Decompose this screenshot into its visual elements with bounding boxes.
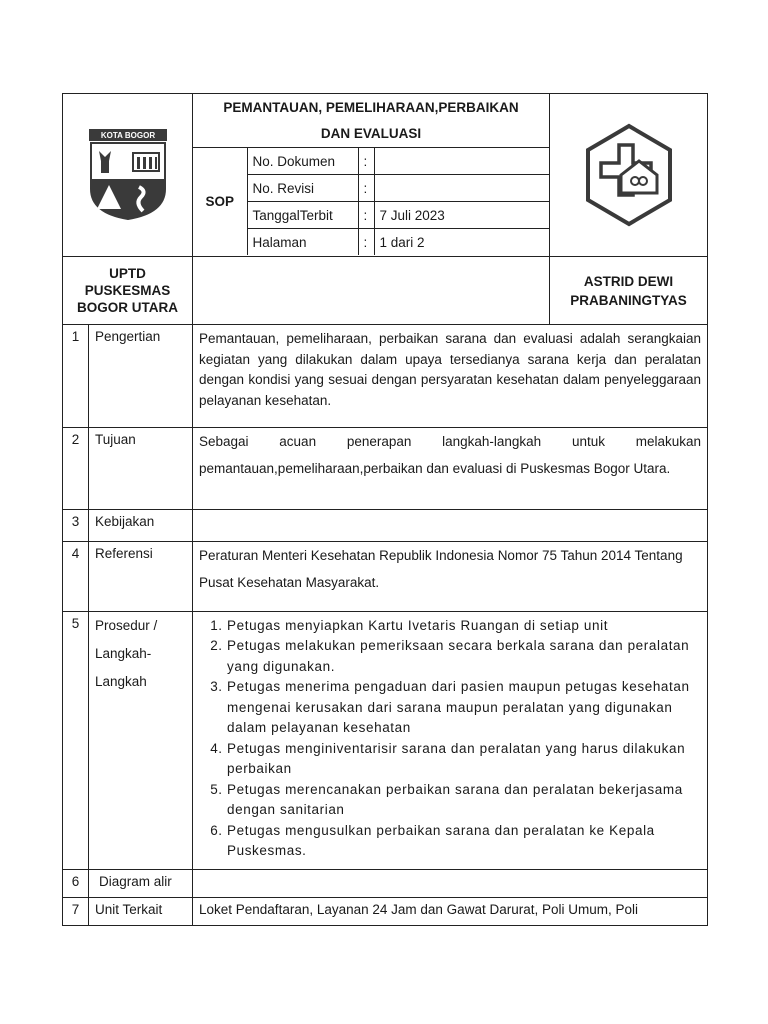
meta-sep: : bbox=[358, 229, 374, 256]
section-label-line-1: Prosedur / bbox=[95, 617, 158, 633]
procedure-steps bbox=[193, 611, 708, 869]
section-row bbox=[63, 541, 708, 611]
section-label: Unit Terkait bbox=[89, 897, 193, 925]
sop-label: SOP bbox=[193, 148, 247, 255]
section-text bbox=[193, 509, 708, 541]
signer-line-2: PRABANINGTYAS bbox=[570, 292, 687, 308]
meta-sep: : bbox=[358, 202, 374, 229]
section-row bbox=[63, 325, 708, 427]
section-row bbox=[63, 427, 708, 509]
procedure-step: 1. Petugas menyiapkan Kartu Ivetaris Ruangan di setiap unit bbox=[227, 616, 701, 637]
section-number: 6 bbox=[63, 869, 89, 897]
meta-value bbox=[374, 148, 549, 175]
section-text: Peraturan Menteri Kesehatan Republik Indonesia Nomor 75 Tahun 2014 Tentang Pusat Kesehatan Masyarakat. bbox=[193, 541, 708, 611]
procedure-step: 2. Petugas melakukan pemeriksaan secara berkala sarana dan peralatan yang digunakan. bbox=[227, 636, 701, 677]
content-table bbox=[62, 325, 708, 926]
section-number: 5 bbox=[63, 611, 89, 869]
section-row bbox=[63, 509, 708, 541]
title-cell bbox=[193, 94, 550, 257]
section-label: Referensi bbox=[89, 541, 193, 611]
section-label bbox=[89, 611, 193, 869]
signer-name bbox=[550, 257, 708, 325]
section-row bbox=[63, 897, 708, 925]
meta-label: TanggalTerbit bbox=[247, 202, 358, 229]
procedure-list bbox=[199, 616, 701, 862]
org-line-1: UPTD bbox=[109, 266, 146, 281]
org-line-3: BOGOR UTARA bbox=[77, 300, 178, 315]
title-inner bbox=[193, 95, 549, 255]
right-logo-cell bbox=[550, 94, 708, 257]
left-logo-cell bbox=[63, 94, 193, 257]
header-table bbox=[62, 93, 708, 325]
section-label-line-3: Langkah bbox=[95, 673, 147, 689]
signature-area bbox=[193, 257, 550, 325]
section-label: Tujuan bbox=[89, 427, 193, 509]
signer-line-1: ASTRID DEWI bbox=[583, 273, 674, 289]
section-number: 3 bbox=[63, 509, 89, 541]
procedure-step: 4. Petugas menginiventarisir sarana dan peralatan yang harus dilakukan perbaikan bbox=[227, 739, 701, 780]
kota-bogor-logo bbox=[89, 129, 167, 221]
section-text: Sebagai acuan penerapan langkah-langkah untuk melakukan pemantauan,pemeliharaan,perbaikan dan evaluasi di Puskesmas Bogor Utara. bbox=[193, 427, 708, 509]
title-line-2: DAN EVALUASI bbox=[320, 126, 422, 141]
document-title bbox=[193, 95, 549, 147]
meta-sep: : bbox=[358, 148, 374, 175]
sop-document bbox=[62, 93, 707, 926]
procedure-step: 5. Petugas merencanakan perbaikan sarana dan peralatan bekerjasama dengan sanitarian bbox=[227, 780, 701, 821]
puskesmas-logo bbox=[583, 123, 675, 227]
meta-value: 7 Juli 2023 bbox=[374, 202, 549, 229]
section-text: Loket Pendaftaran, Layanan 24 Jam dan Gawat Darurat, Poli Umum, Poli bbox=[193, 897, 708, 925]
logo-left-text: KOTA BOGOR bbox=[100, 131, 155, 140]
meta-label: No. Dokumen bbox=[247, 148, 358, 175]
section-label-line-2: Langkah- bbox=[95, 645, 152, 661]
meta-value: 1 dari 2 bbox=[374, 229, 549, 256]
section-row bbox=[63, 611, 708, 869]
meta-label: No. Revisi bbox=[247, 175, 358, 202]
org-line-2: PUSKESMAS bbox=[84, 283, 171, 298]
section-number: 2 bbox=[63, 427, 89, 509]
section-row bbox=[63, 869, 708, 897]
meta-label: Halaman bbox=[247, 229, 358, 256]
meta-value bbox=[374, 175, 549, 202]
section-label: Kebijakan bbox=[89, 509, 193, 541]
org-name bbox=[63, 257, 193, 325]
section-number: 4 bbox=[63, 541, 89, 611]
title-line-1: PEMANTAUAN, PEMELIHARAAN,PERBAIKAN bbox=[223, 100, 519, 115]
section-number: 7 bbox=[63, 897, 89, 925]
document-meta-table bbox=[193, 148, 549, 255]
section-text bbox=[193, 869, 708, 897]
section-label: Diagram alir bbox=[89, 869, 193, 897]
section-number: 1 bbox=[63, 325, 89, 427]
procedure-step: 3. Petugas menerima pengaduan dari pasien maupun petugas kesehatan mengenai kerusakan dari sarana maupun peralatan yang digunakan dalam pelayanan kesehatan bbox=[227, 677, 701, 739]
section-text: Pemantauan, pemeliharaan, perbaikan sarana dan evaluasi adalah serangkaian kegiatan yang dilakukan dalam upaya tersedianya sarana kerja dan peralatan dengan kondisi yang sesuai dengan persyaratan kesehatan dalam penyeleggaraan pelayanan kesehatan. bbox=[193, 325, 708, 427]
meta-sep: : bbox=[358, 175, 374, 202]
section-label: Pengertian bbox=[89, 325, 193, 427]
procedure-step: 6. Petugas mengusulkan perbaikan sarana dan peralatan ke Kepala Puskesmas. bbox=[227, 821, 701, 862]
